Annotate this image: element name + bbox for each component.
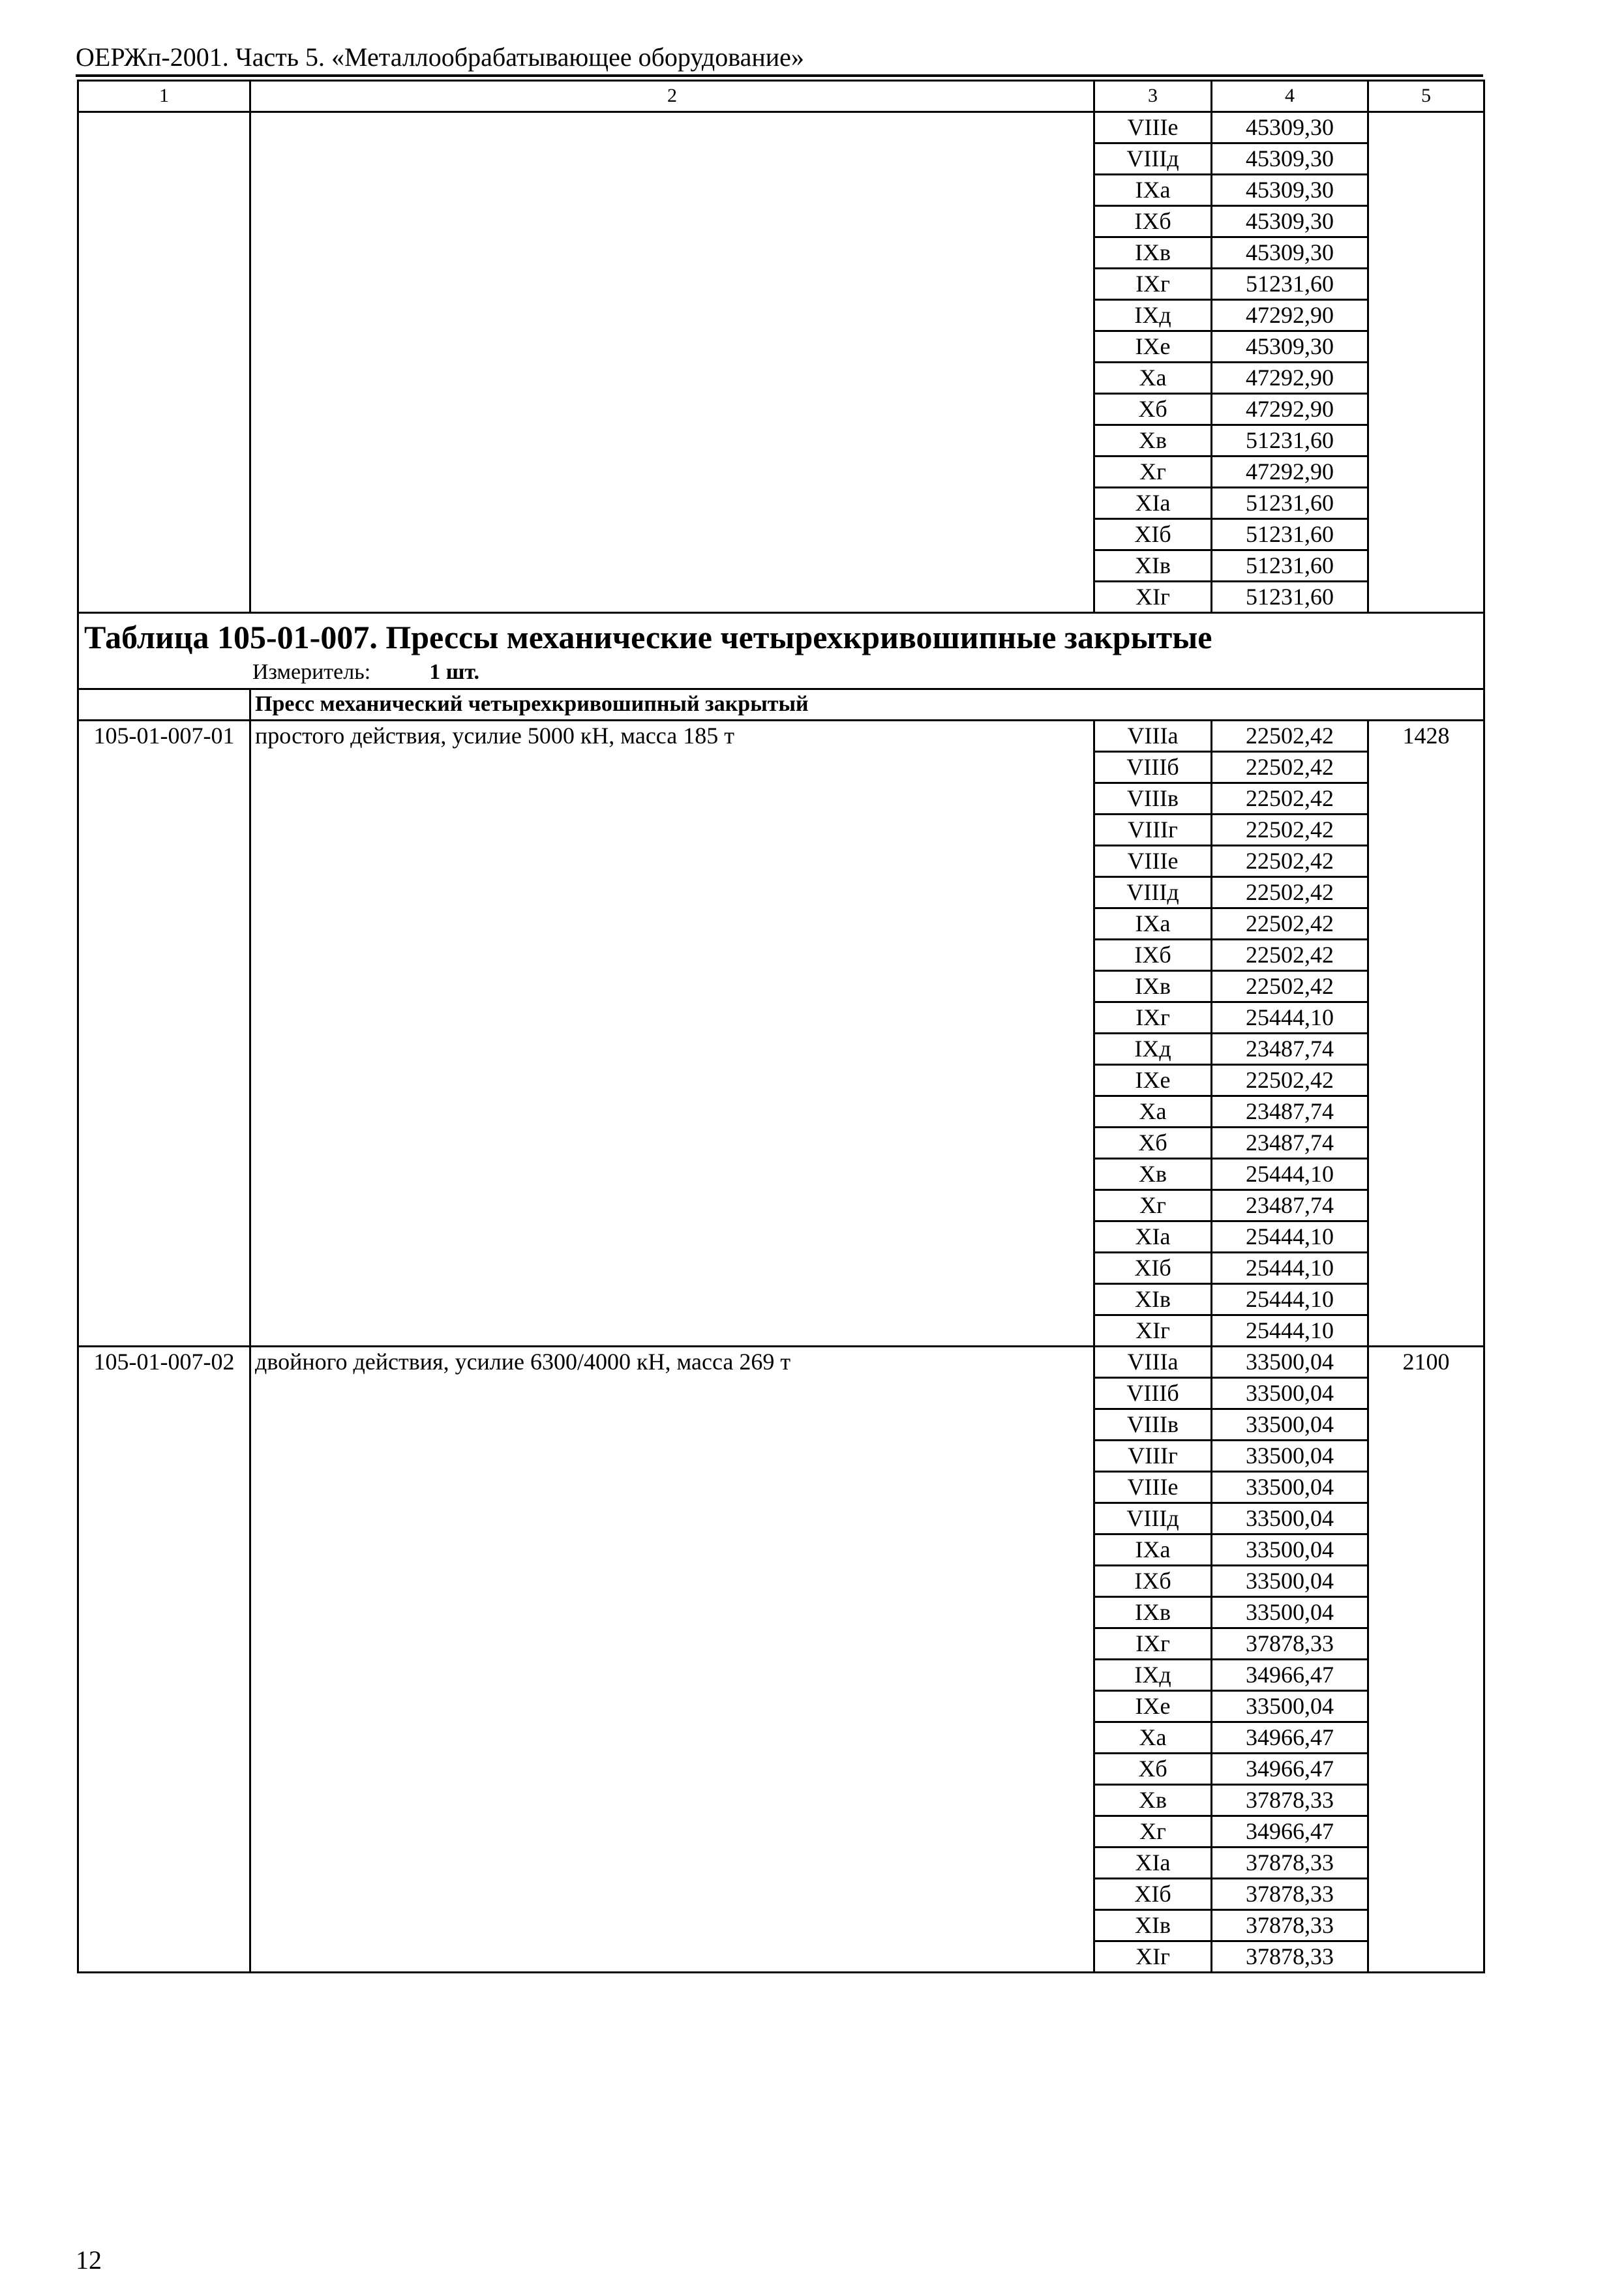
zone-cell: IXе xyxy=(1094,331,1212,363)
group-title: Пресс механический четырехкривошипный закрытый xyxy=(250,689,1484,721)
price-cell: 25444,10 xyxy=(1212,1159,1368,1190)
page-header: ОЕРЖп-2001. Часть 5. «Металлообрабатывающее оборудование» xyxy=(76,42,804,72)
price-cell: 51231,60 xyxy=(1212,269,1368,300)
labor-cell xyxy=(1368,112,1484,613)
price-cell: 33500,04 xyxy=(1212,1503,1368,1534)
zone-cell: VIIIд xyxy=(1094,1503,1212,1534)
zone-cell: Xб xyxy=(1094,394,1212,425)
column-number: 2 xyxy=(250,81,1094,112)
price-cell: 34966,47 xyxy=(1212,1816,1368,1848)
zone-cell: Xг xyxy=(1094,1816,1212,1848)
zone-cell: VIIIд xyxy=(1094,143,1212,175)
zone-cell: XIв xyxy=(1094,1910,1212,1941)
zone-cell: VIIIа xyxy=(1094,721,1212,752)
zone-cell: XIв xyxy=(1094,1284,1212,1315)
price-cell: 22502,42 xyxy=(1212,721,1368,752)
price-cell: 22502,42 xyxy=(1212,752,1368,783)
item-code: 105-01-007-02 xyxy=(78,1347,250,1973)
zone-cell: VIIIе xyxy=(1094,846,1212,877)
zone-cell: VIIIв xyxy=(1094,783,1212,815)
header-rule xyxy=(76,74,1483,77)
price-cell: 47292,90 xyxy=(1212,456,1368,488)
price-cell: 45309,30 xyxy=(1212,112,1368,143)
price-cell: 33500,04 xyxy=(1212,1597,1368,1628)
price-cell: 33500,04 xyxy=(1212,1378,1368,1409)
zone-cell: XIа xyxy=(1094,1221,1212,1253)
price-cell: 47292,90 xyxy=(1212,300,1368,331)
zone-cell: Xв xyxy=(1094,1159,1212,1190)
zone-cell: IXг xyxy=(1094,1002,1212,1034)
table-title: Таблица 105-01-007. Прессы механические четырехкривошипные закрытые xyxy=(84,619,1212,655)
item-description: простого действия, усилие 5000 кН, масса 185 т xyxy=(250,721,1094,1347)
price-cell: 23487,74 xyxy=(1212,1034,1368,1065)
zone-cell: VIIIб xyxy=(1094,752,1212,783)
price-cell: 22502,42 xyxy=(1212,940,1368,971)
labor-cell: 2100 xyxy=(1368,1347,1484,1973)
price-cell: 33500,04 xyxy=(1212,1691,1368,1722)
empty-cell xyxy=(78,689,250,721)
meter-line xyxy=(79,658,1483,688)
zone-cell: VIIIг xyxy=(1094,815,1212,846)
zone-cell: XIг xyxy=(1094,582,1212,613)
zone-cell: VIIIб xyxy=(1094,1378,1212,1409)
zone-cell: Xа xyxy=(1094,1096,1212,1128)
zone-cell: IXб xyxy=(1094,940,1212,971)
price-cell: 37878,33 xyxy=(1212,1879,1368,1910)
price-cell: 37878,33 xyxy=(1212,1785,1368,1816)
zone-cell: Xа xyxy=(1094,1722,1212,1754)
zone-cell: IXа xyxy=(1094,908,1212,940)
zone-cell: XIв xyxy=(1094,550,1212,582)
zone-cell: XIб xyxy=(1094,519,1212,550)
zone-cell: IXа xyxy=(1094,175,1212,206)
price-cell: 45309,30 xyxy=(1212,331,1368,363)
price-cell: 34966,47 xyxy=(1212,1754,1368,1785)
labor-cell: 1428 xyxy=(1368,721,1484,1347)
zone-cell: VIIIд xyxy=(1094,877,1212,908)
price-cell: 22502,42 xyxy=(1212,846,1368,877)
price-cell: 25444,10 xyxy=(1212,1002,1368,1034)
price-cell: 47292,90 xyxy=(1212,363,1368,394)
price-cell: 22502,42 xyxy=(1212,783,1368,815)
zone-cell: VIIIе xyxy=(1094,112,1212,143)
price-cell: 45309,30 xyxy=(1212,206,1368,237)
zone-cell: VIIIв xyxy=(1094,1409,1212,1441)
zone-cell: IXв xyxy=(1094,971,1212,1002)
zone-cell: IXв xyxy=(1094,237,1212,269)
price-cell: 45309,30 xyxy=(1212,143,1368,175)
meter-unit: 1 шт. xyxy=(429,660,480,684)
price-table-body xyxy=(78,81,1484,1973)
column-number: 3 xyxy=(1094,81,1212,112)
price-cell: 33500,04 xyxy=(1212,1409,1368,1441)
price-cell: 22502,42 xyxy=(1212,815,1368,846)
price-cell: 51231,60 xyxy=(1212,550,1368,582)
price-cell: 23487,74 xyxy=(1212,1096,1368,1128)
price-cell: 47292,90 xyxy=(1212,394,1368,425)
zone-cell: IXд xyxy=(1094,1660,1212,1691)
item-code: 105-01-007-01 xyxy=(78,721,250,1347)
price-cell: 37878,33 xyxy=(1212,1941,1368,1973)
price-cell: 22502,42 xyxy=(1212,971,1368,1002)
price-cell: 33500,04 xyxy=(1212,1534,1368,1566)
price-cell: 34966,47 xyxy=(1212,1660,1368,1691)
price-cell: 45309,30 xyxy=(1212,175,1368,206)
zone-cell: IXд xyxy=(1094,1034,1212,1065)
zone-cell: Xа xyxy=(1094,363,1212,394)
column-number: 5 xyxy=(1368,81,1484,112)
table-title-cell xyxy=(78,613,1484,689)
zone-cell: IXе xyxy=(1094,1065,1212,1096)
zone-cell: IXг xyxy=(1094,1628,1212,1660)
zone-cell: IXг xyxy=(1094,269,1212,300)
price-table xyxy=(77,80,1485,1973)
price-cell: 22502,42 xyxy=(1212,1065,1368,1096)
zone-cell: Xв xyxy=(1094,1785,1212,1816)
price-cell: 51231,60 xyxy=(1212,582,1368,613)
price-cell: 34966,47 xyxy=(1212,1722,1368,1754)
description-cell xyxy=(250,112,1094,613)
price-cell: 25444,10 xyxy=(1212,1253,1368,1284)
zone-cell: IXб xyxy=(1094,206,1212,237)
table-title-row xyxy=(78,613,1484,689)
zone-cell: VIIIг xyxy=(1094,1441,1212,1472)
column-number-row xyxy=(78,81,1484,112)
table-row xyxy=(78,1347,1484,1378)
page-number: 12 xyxy=(76,2245,102,2275)
column-number: 4 xyxy=(1212,81,1368,112)
price-cell: 37878,33 xyxy=(1212,1910,1368,1941)
table-row xyxy=(78,721,1484,752)
zone-cell: IXв xyxy=(1094,1597,1212,1628)
price-cell: 51231,60 xyxy=(1212,519,1368,550)
price-cell: 37878,33 xyxy=(1212,1628,1368,1660)
zone-cell: XIа xyxy=(1094,1848,1212,1879)
meter-label: Измеритель: xyxy=(252,660,371,684)
group-title-row xyxy=(78,689,1484,721)
item-description: двойного действия, усилие 6300/4000 кН, масса 269 т xyxy=(250,1347,1094,1973)
zone-cell: IXб xyxy=(1094,1566,1212,1597)
zone-cell: IXе xyxy=(1094,1691,1212,1722)
price-cell: 51231,60 xyxy=(1212,425,1368,456)
zone-cell: XIг xyxy=(1094,1941,1212,1973)
zone-cell: VIIIа xyxy=(1094,1347,1212,1378)
zone-cell: IXа xyxy=(1094,1534,1212,1566)
zone-cell: XIг xyxy=(1094,1315,1212,1347)
price-cell: 51231,60 xyxy=(1212,488,1368,519)
zone-cell: Xб xyxy=(1094,1754,1212,1785)
zone-cell: VIIIе xyxy=(1094,1472,1212,1503)
zone-cell: Xг xyxy=(1094,1190,1212,1221)
price-cell: 33500,04 xyxy=(1212,1472,1368,1503)
price-cell: 25444,10 xyxy=(1212,1315,1368,1347)
zone-cell: Xг xyxy=(1094,456,1212,488)
zone-cell: XIб xyxy=(1094,1253,1212,1284)
price-cell: 33500,04 xyxy=(1212,1441,1368,1472)
price-cell: 23487,74 xyxy=(1212,1128,1368,1159)
price-cell: 22502,42 xyxy=(1212,908,1368,940)
zone-cell: Xв xyxy=(1094,425,1212,456)
zone-cell: XIб xyxy=(1094,1879,1212,1910)
price-cell: 25444,10 xyxy=(1212,1221,1368,1253)
zone-cell: XIа xyxy=(1094,488,1212,519)
price-cell: 45309,30 xyxy=(1212,237,1368,269)
price-cell: 22502,42 xyxy=(1212,877,1368,908)
column-number: 1 xyxy=(78,81,250,112)
price-cell: 25444,10 xyxy=(1212,1284,1368,1315)
code-cell xyxy=(78,112,250,613)
zone-cell: IXд xyxy=(1094,300,1212,331)
price-cell: 23487,74 xyxy=(1212,1190,1368,1221)
price-cell: 33500,04 xyxy=(1212,1566,1368,1597)
zone-cell: Xб xyxy=(1094,1128,1212,1159)
price-cell: 33500,04 xyxy=(1212,1347,1368,1378)
price-cell: 37878,33 xyxy=(1212,1848,1368,1879)
table-row xyxy=(78,112,1484,143)
